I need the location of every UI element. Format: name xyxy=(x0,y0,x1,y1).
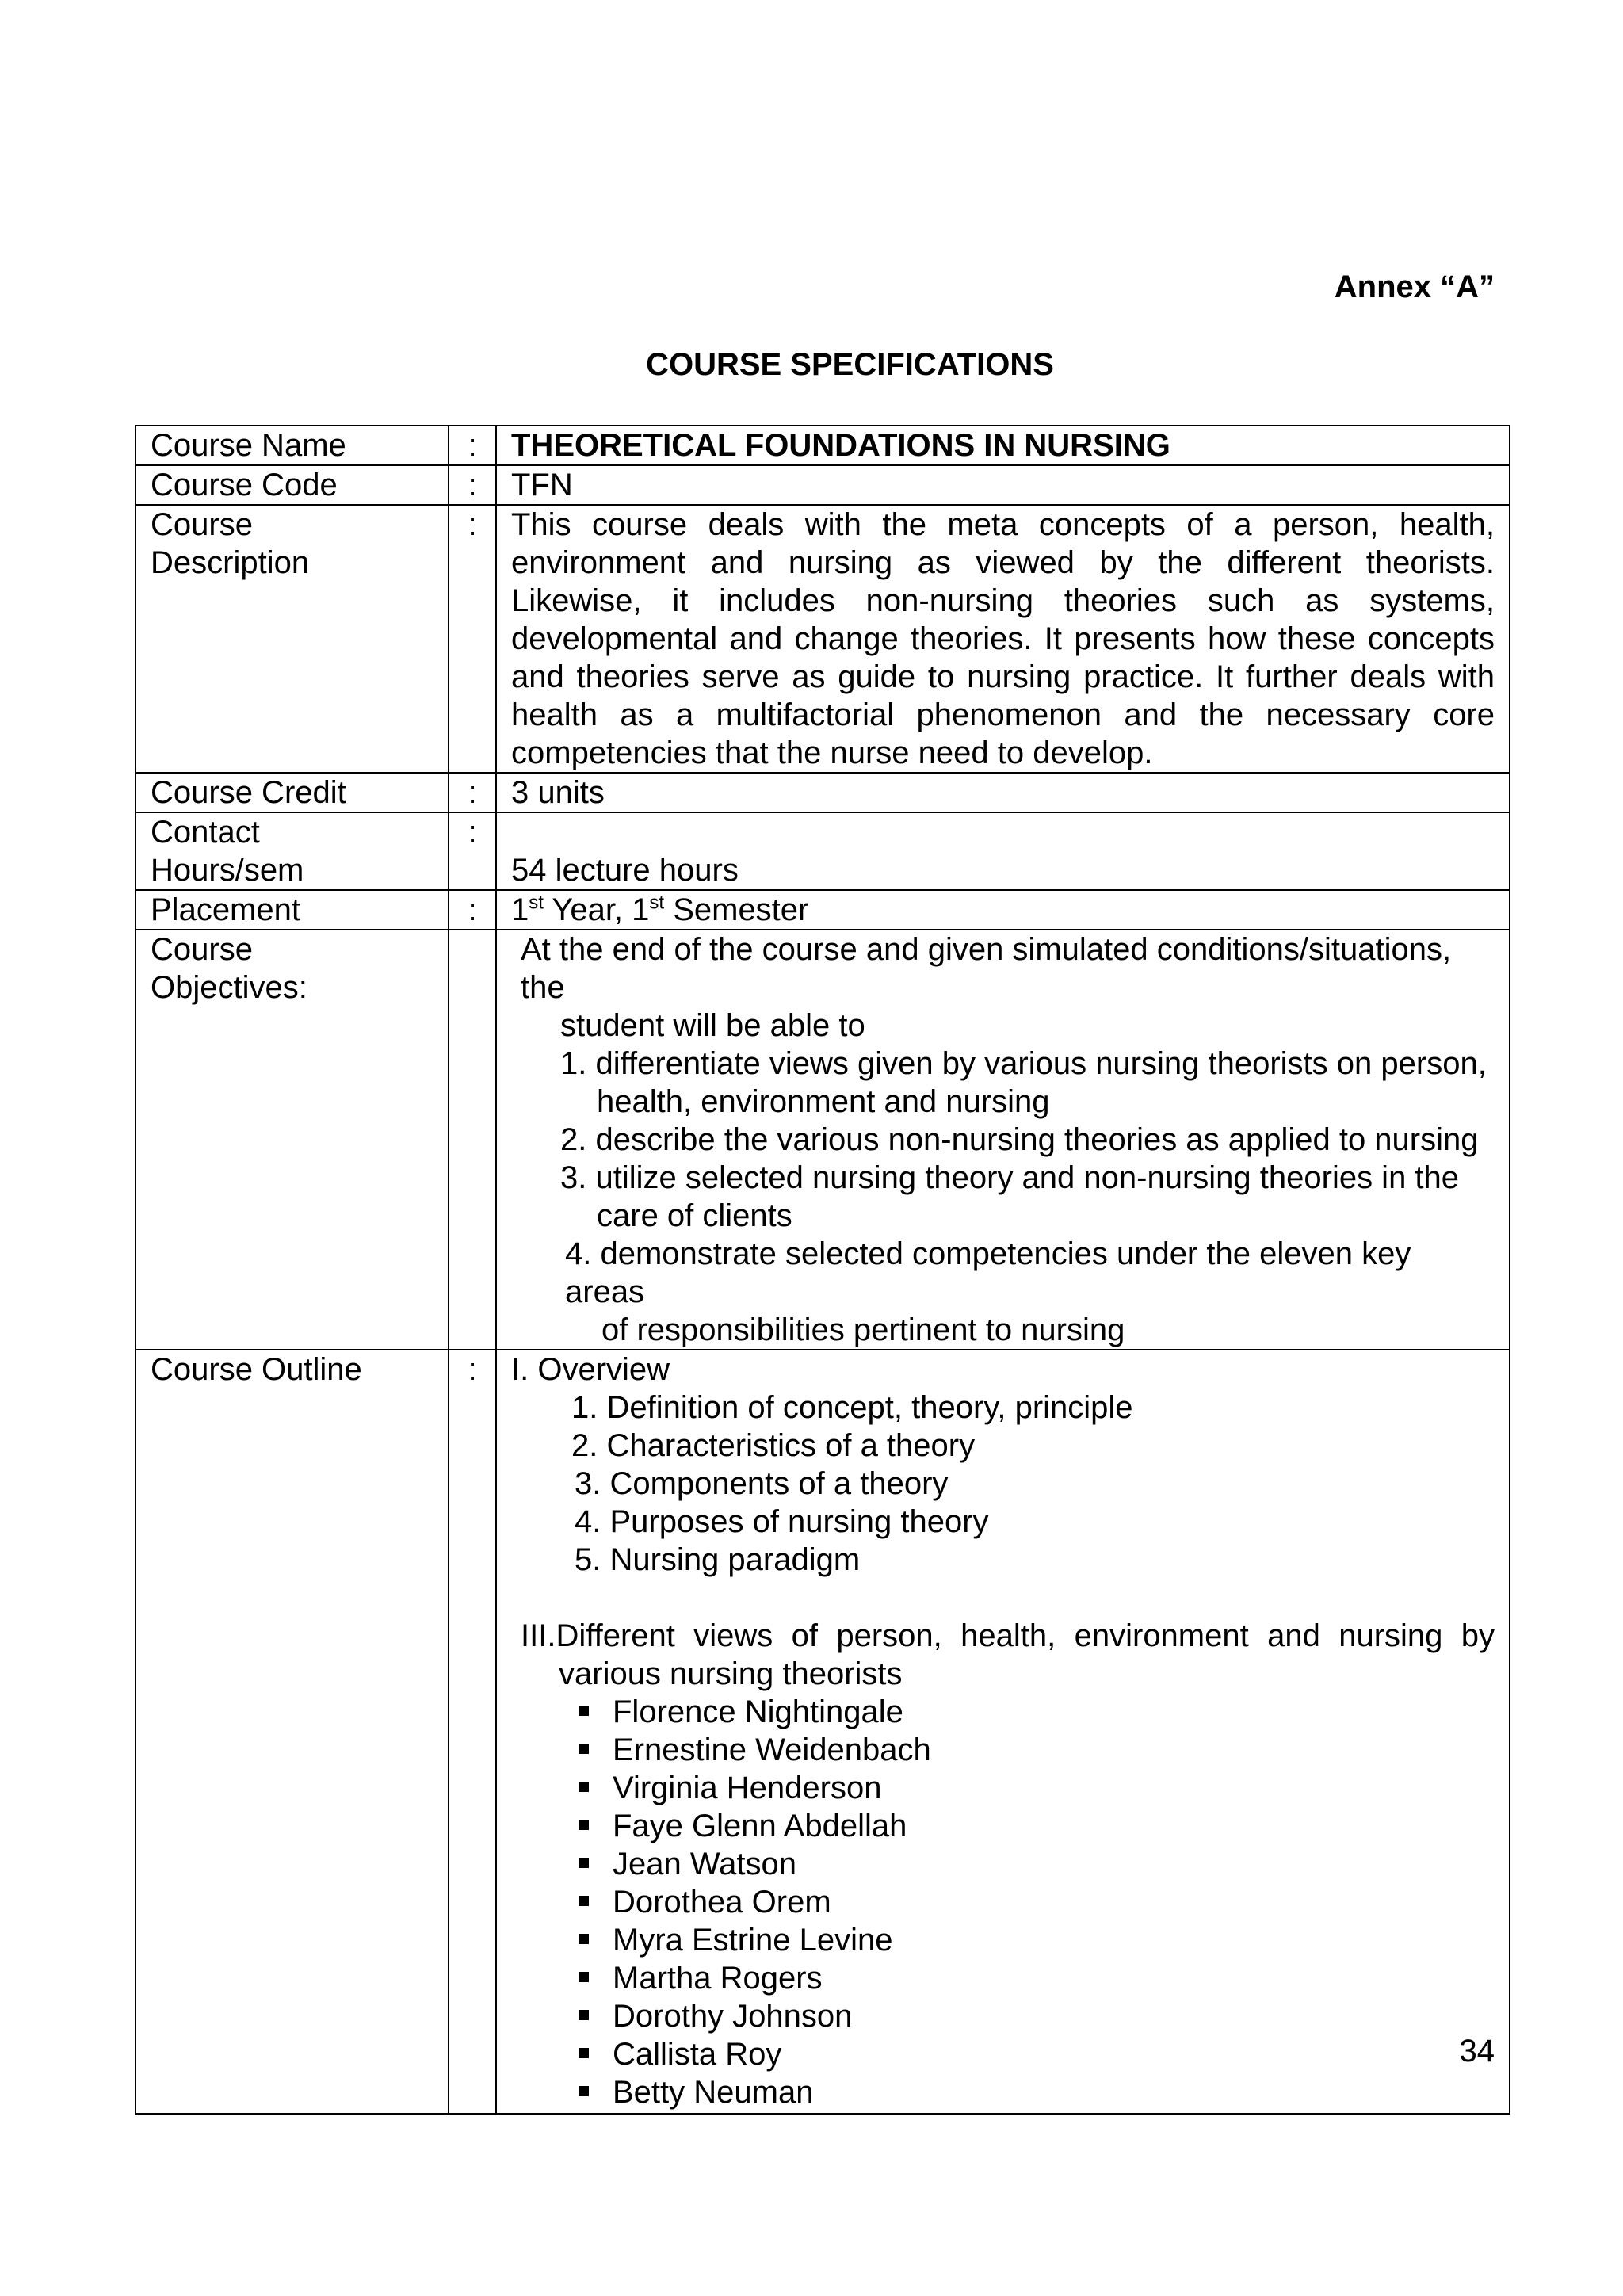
contact-hours-label-line2: Hours/sem xyxy=(151,853,304,888)
list-item: Martha Rogers xyxy=(511,1959,1495,1997)
course-name-value: THEORETICAL FOUNDATIONS IN NURSING xyxy=(496,426,1510,465)
bullet-icon xyxy=(579,1934,589,1944)
list-item: Virginia Henderson xyxy=(511,1769,1495,1807)
course-objectives-label-line1: Course xyxy=(151,932,253,967)
theorist-list xyxy=(511,1693,1495,2111)
colon: : xyxy=(449,465,496,505)
objective-item: 2. describe the various non-nursing theories as applied to nursing xyxy=(560,1122,1479,1157)
empty-colon-cell xyxy=(449,930,496,1350)
semester-ordinal: st xyxy=(649,892,665,914)
outline-section-3-line2: various nursing theorists xyxy=(559,1656,903,1691)
course-objectives-label-line2: Objectives: xyxy=(151,970,307,1005)
table-row xyxy=(136,426,1510,465)
colon: : xyxy=(449,773,496,812)
course-objectives-value xyxy=(496,930,1510,1350)
year-word: Year, xyxy=(543,892,632,927)
list-item: Faye Glenn Abdellah xyxy=(511,1807,1495,1845)
list-item: Dorothy Johnson xyxy=(511,1997,1495,2035)
table-row xyxy=(136,505,1510,773)
objective-item-cont: care of clients xyxy=(597,1198,792,1233)
objective-item: 4. demonstrate selected competencies under the eleven key areas xyxy=(565,1236,1411,1309)
course-description-value: This course deals with the meta concepts of a person, health, environment and nursing as viewed by the different theorists. Likewise, it includes non-nursing theories such as systems, developmental and change theories. It presents how these concepts and theories serve as guide to nursing practice. It further deals with health as a multifactorial phenomenon and the necessary core competencies that the nurse need to develop. xyxy=(496,505,1510,773)
placement-label: Placement xyxy=(136,890,449,930)
colon: : xyxy=(449,426,496,465)
course-outline-value xyxy=(496,1350,1510,2114)
bullet-icon xyxy=(579,2048,589,2058)
course-description-label: Course Description xyxy=(136,505,449,773)
page-number: 34 xyxy=(1459,2034,1495,2069)
table-row xyxy=(136,773,1510,812)
course-code-label: Course Code xyxy=(136,465,449,505)
contact-hours-value: 54 lecture hours xyxy=(511,853,739,888)
course-spec-table xyxy=(135,425,1510,2115)
annex-label: Annex “A” xyxy=(1334,269,1495,304)
bullet-icon xyxy=(579,2086,589,2096)
colon: : xyxy=(449,812,496,890)
contact-hours-label-line1: Contact xyxy=(151,815,260,850)
course-name-label: Course Name xyxy=(136,426,449,465)
objectives-intro-line2: student will be able to xyxy=(560,1008,865,1043)
list-item: Jean Watson xyxy=(511,1845,1495,1883)
year-ordinal: st xyxy=(529,892,544,914)
table-row xyxy=(136,812,1510,890)
outline-section-1: I. Overview xyxy=(511,1352,670,1387)
colon: : xyxy=(449,890,496,930)
contact-hours-value-cell xyxy=(496,812,1510,890)
bullet-icon xyxy=(579,1858,589,1868)
bullet-icon xyxy=(579,1782,589,1792)
list-item: Betty Neuman xyxy=(511,2073,1495,2111)
course-outline-label: Course Outline xyxy=(136,1350,449,2114)
year-number: 1 xyxy=(511,892,529,927)
bullet-icon xyxy=(579,1896,589,1906)
objective-item-cont: health, environment and nursing xyxy=(597,1084,1050,1119)
page-title: COURSE SPECIFICATIONS xyxy=(646,347,1054,382)
table-row xyxy=(136,1350,1510,2114)
table-row xyxy=(136,890,1510,930)
bullet-icon xyxy=(579,1820,589,1830)
objectives-intro-line1: At the end of the course and given simulated conditions/situations, the xyxy=(521,932,1452,1005)
outline-item: 2. Characteristics of a theory xyxy=(571,1428,976,1463)
outline-section-3-line1: III.Different views of person, health, environment and nursing by xyxy=(521,1618,1495,1653)
bullet-icon xyxy=(579,1706,589,1716)
colon: : xyxy=(449,505,496,773)
list-item: Ernestine Weidenbach xyxy=(511,1731,1495,1769)
course-code-value: TFN xyxy=(496,465,1510,505)
list-item: Dorothea Orem xyxy=(511,1883,1495,1921)
table-row xyxy=(136,930,1510,1350)
objective-item: 3. utilize selected nursing theory and non-nursing theories in the xyxy=(560,1160,1460,1195)
contact-hours-label xyxy=(136,812,449,890)
placement-value xyxy=(496,890,1510,930)
course-objectives-label xyxy=(136,930,449,1350)
outline-item: 1. Definition of concept, theory, principle xyxy=(571,1390,1133,1425)
objective-item: 1. differentiate views given by various nursing theorists on person, xyxy=(560,1046,1487,1081)
course-credit-value: 3 units xyxy=(496,773,1510,812)
semester-word: Semester xyxy=(664,892,809,927)
list-item: Myra Estrine Levine xyxy=(511,1921,1495,1959)
outline-item: 4. Purposes of nursing theory xyxy=(575,1504,989,1539)
outline-item: 5. Nursing paradigm xyxy=(575,1542,861,1577)
bullet-icon xyxy=(579,1972,589,1982)
bullet-icon xyxy=(579,2010,589,2020)
list-item: Florence Nightingale xyxy=(511,1693,1495,1731)
table-row xyxy=(136,465,1510,505)
colon: : xyxy=(449,1350,496,2114)
objective-item-cont: of responsibilities pertinent to nursing xyxy=(601,1312,1125,1347)
course-credit-label: Course Credit xyxy=(136,773,449,812)
outline-item: 3. Components of a theory xyxy=(575,1466,949,1501)
bullet-icon xyxy=(579,1744,589,1754)
semester-number: 1 xyxy=(632,892,650,927)
list-item: Callista Roy xyxy=(511,2035,1495,2073)
